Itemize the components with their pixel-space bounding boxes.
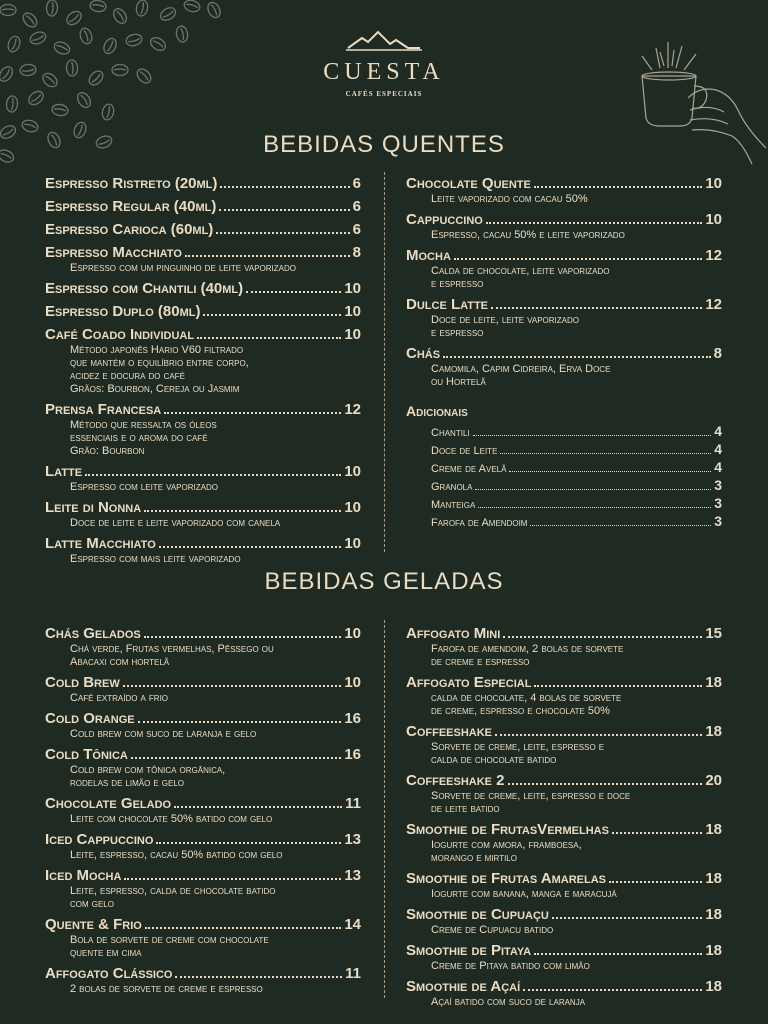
menu-item (45, 498, 361, 530)
extras-item (406, 423, 722, 441)
item-description: Camomila, Capim Cidreira, Erva Doce (431, 363, 611, 375)
dot-leader (508, 783, 703, 785)
menu-item-row (45, 302, 361, 321)
item-price: 18 (705, 674, 722, 691)
menu-item-row (45, 915, 361, 934)
item-price: 13 (344, 867, 361, 884)
menu-item-row (406, 820, 722, 839)
dot-leader (138, 721, 342, 723)
item-name: Cold Tônica (45, 746, 128, 763)
menu-item (45, 197, 361, 216)
dot-leader (534, 685, 702, 687)
item-description: Sorvete de creme, leite, espresso e (431, 741, 605, 753)
brand-name: CUESTA (323, 59, 445, 85)
item-description: 2 bolas de sorvete de creme e espresso (70, 983, 263, 995)
menu-item (45, 220, 361, 239)
item-price: 10 (344, 303, 361, 320)
item-price: 10 (344, 280, 361, 297)
item-name: Espresso Ristreto (20ml) (45, 175, 218, 192)
dot-leader (175, 976, 342, 978)
item-description: que mantém o equilíbrio entre corpo, (70, 357, 249, 369)
item-name: Chás Gelados (45, 625, 141, 642)
dot-leader (216, 232, 349, 234)
menu-item-row (406, 905, 722, 924)
menu-item (45, 534, 361, 566)
item-name: Coffeeshake 2 (406, 772, 505, 789)
dot-leader (159, 546, 342, 548)
menu-item (45, 243, 361, 275)
dot-leader (534, 186, 702, 188)
menu-item-row (406, 210, 722, 229)
item-name: Mocha (406, 247, 451, 264)
menu-item-row (406, 977, 722, 996)
item-description: Creme de Pitaya batido com limão (431, 960, 590, 972)
item-name: Quente & Frio (45, 916, 142, 933)
item-name: Latte Macchiato (45, 535, 156, 552)
menu-item (406, 210, 722, 242)
extras-item-name: Farofa de Amendoim (431, 517, 528, 529)
item-description: Cold brew com tônica orgânica, (70, 764, 226, 776)
menu-item-row (406, 771, 722, 790)
item-price: 18 (705, 821, 722, 838)
item-description: e espresso (431, 327, 484, 339)
dot-leader (523, 989, 702, 991)
menu-item (45, 673, 361, 705)
dot-leader (174, 806, 342, 808)
dot-leader (503, 636, 702, 638)
item-description: Espresso, cacau 50% e leite vaporizado (431, 229, 625, 241)
dot-leader (145, 927, 341, 929)
extras-item (406, 459, 722, 477)
menu-item (45, 964, 361, 996)
dot-leader (246, 291, 341, 293)
item-price: 6 (352, 221, 361, 238)
dot-leader (85, 474, 341, 476)
menu-item-row (45, 279, 361, 298)
item-description: Café extraído a frio (70, 692, 169, 704)
menu-item-row (406, 941, 722, 960)
cold-left-column (45, 624, 361, 1000)
menu-item (406, 977, 722, 1009)
dot-leader (486, 222, 702, 224)
item-name: Affogato Clássico (45, 965, 173, 982)
extras-section (406, 403, 722, 531)
extras-item-name: Chantili (431, 427, 470, 439)
item-description: Calda de chocolate, leite vaporizado (431, 265, 610, 277)
item-description: Bola de sorvete de creme com chocolate (70, 934, 269, 946)
item-price: 6 (352, 175, 361, 192)
menu-item-row (45, 709, 361, 728)
menu-item (45, 462, 361, 494)
menu-item-row (45, 745, 361, 764)
menu-item (406, 246, 722, 291)
menu-item (45, 279, 361, 298)
menu-item-row (45, 220, 361, 239)
menu-item (406, 295, 722, 340)
menu-item (406, 869, 722, 901)
item-description: Grãos: Bourbon, Cereja ou Jasmim (70, 383, 240, 395)
item-price: 18 (705, 870, 722, 887)
menu-item (406, 820, 722, 865)
menu-item (45, 709, 361, 741)
item-name: Prensa Francesa (45, 401, 162, 418)
item-description: Método japonês Hario V60 filtrado (70, 344, 244, 356)
item-description: rodelas de limão e gelo (70, 777, 185, 789)
menu-item-row (406, 869, 722, 888)
menu-item (45, 915, 361, 960)
mountain-logo-icon (344, 30, 424, 52)
item-description: de creme e espresso (431, 656, 530, 668)
item-price: 8 (352, 244, 361, 261)
item-price: 20 (705, 772, 722, 789)
item-price: 12 (344, 401, 361, 418)
item-price: 10 (344, 625, 361, 642)
item-name: Coffeeshake (406, 723, 493, 740)
menu-item (406, 344, 722, 389)
hot-drinks-title: BEBIDAS QUENTES (263, 131, 505, 158)
menu-item (406, 771, 722, 816)
menu-item (406, 673, 722, 718)
menu-item-row (406, 174, 722, 193)
item-description: ou Hortelã (431, 376, 486, 388)
dot-leader (144, 636, 342, 638)
menu-item (45, 830, 361, 862)
item-name: Café Coado Individual (45, 326, 195, 343)
extras-item (406, 441, 722, 459)
menu-item-row (45, 197, 361, 216)
item-description: Creme de Cupuacu batido (431, 924, 554, 936)
menu-item (45, 400, 361, 458)
dot-leader (197, 337, 341, 339)
menu-item-row (406, 624, 722, 643)
item-price: 12 (705, 296, 722, 313)
item-description: de creme, espresso e chocolate 50% (431, 705, 610, 717)
menu-item-row (406, 246, 722, 265)
extras-item-price: 3 (714, 513, 722, 529)
item-name: Smoothie de FrutasVermelhas (406, 821, 609, 838)
menu-item-row (406, 344, 722, 363)
menu-item (406, 174, 722, 206)
hot-column-divider (384, 172, 385, 552)
menu-item (45, 745, 361, 790)
menu-item-row (406, 673, 722, 692)
menu-item-row (45, 830, 361, 849)
menu-item (45, 794, 361, 826)
extras-item-name: Creme de Avelã (431, 463, 507, 475)
item-name: Chás (406, 345, 441, 362)
menu-item-row (45, 243, 361, 262)
item-price: 11 (345, 965, 361, 982)
item-description: Leite, espresso, cacau 50% batido com gelo (70, 849, 283, 861)
menu-item-row (406, 295, 722, 314)
menu-item (406, 624, 722, 669)
item-description: Doce de leite, leite vaporizado (431, 314, 579, 326)
item-description: Espresso com leite vaporizado (70, 481, 218, 493)
menu-item (45, 302, 361, 321)
cold-right-column (406, 624, 722, 1013)
item-description: Abacaxi com hortelã (70, 656, 170, 668)
dot-leader (612, 832, 702, 834)
item-description: Leite com chocolate 50% batido com gelo (70, 813, 273, 825)
extras-item-price: 4 (714, 441, 722, 457)
extras-title: Adicionais (406, 403, 468, 419)
item-price: 10 (705, 175, 722, 192)
extras-item-price: 3 (714, 495, 722, 511)
item-price: 18 (705, 723, 722, 740)
item-price: 14 (344, 916, 361, 933)
item-price: 11 (345, 795, 361, 812)
menu-item (45, 174, 361, 193)
dot-leader (203, 314, 341, 316)
item-name: Cappuccino (406, 211, 483, 228)
item-name: Affogato Especial (406, 674, 532, 691)
item-price: 13 (344, 831, 361, 848)
item-name: Chocolate Quente (406, 175, 531, 192)
item-description: Leite vaporizado com cacau 50% (431, 193, 588, 205)
item-name: Affogato Mini (406, 625, 501, 642)
item-price: 10 (344, 674, 361, 691)
item-name: Smoothie de Açaí (406, 978, 521, 995)
item-description: Doce de leite e leite vaporizado com canela (70, 517, 281, 529)
dot-leader (534, 953, 702, 955)
item-description: de leite batido (431, 803, 500, 815)
dot-leader (609, 881, 702, 883)
item-description: Grão: Bourbon (70, 445, 145, 457)
dot-leader (156, 842, 341, 844)
item-price: 10 (344, 326, 361, 343)
item-description: morango e mirtilo (431, 852, 517, 864)
brand-logo (0, 30, 768, 98)
item-description: Cold brew com suco de laranja e gelo (70, 728, 257, 740)
item-description: Sorvete de creme, leite, espresso e doce (431, 790, 631, 802)
item-description: Farofa de amendoim, 2 bolas de sorvete (431, 643, 624, 655)
item-price: 18 (705, 906, 722, 923)
dot-leader (454, 258, 702, 260)
item-name: Espresso Duplo (80ml) (45, 303, 201, 320)
dot-leader (478, 507, 711, 508)
item-price: 10 (344, 499, 361, 516)
dot-leader (491, 307, 702, 309)
item-description: Leite, espresso, calda de chocolate batido (70, 885, 276, 897)
dot-leader (131, 757, 341, 759)
dot-leader (144, 510, 341, 512)
extras-item-price: 3 (714, 477, 722, 493)
item-description: com gelo (70, 898, 114, 910)
dot-leader (124, 878, 341, 880)
menu-item-row (45, 673, 361, 692)
dot-leader (530, 525, 711, 526)
menu-item-row (45, 498, 361, 517)
brand-tagline: CAFÉS ESPECIAIS (345, 90, 423, 98)
item-description: acidez e docura do café (70, 370, 185, 382)
item-price: 12 (705, 247, 722, 264)
item-name: Espresso Carioca (60ml) (45, 221, 214, 238)
item-name: Cold Orange (45, 710, 135, 727)
menu-item-row (45, 462, 361, 481)
item-name: Espresso Regular (40ml) (45, 198, 217, 215)
menu-item-row (45, 534, 361, 553)
item-description: Chá verde, Frutas vermelhas, Pêssego ou (70, 643, 274, 655)
item-description: Espresso com um pinguinho de leite vaporizado (70, 262, 296, 274)
dot-leader (219, 209, 349, 211)
item-price: 10 (344, 535, 361, 552)
menu-item (45, 866, 361, 911)
item-description: e espresso (431, 278, 484, 290)
menu-item-row (45, 794, 361, 813)
item-price: 15 (705, 625, 722, 642)
item-price: 6 (352, 198, 361, 215)
dot-leader (164, 412, 341, 414)
dot-leader (552, 917, 702, 919)
menu-item-row (45, 400, 361, 419)
item-price: 18 (705, 978, 722, 995)
menu-item-row (45, 964, 361, 983)
dot-leader (473, 435, 712, 436)
item-name: Iced Mocha (45, 867, 122, 884)
item-name: Iced Cappuccino (45, 831, 154, 848)
hot-left-column (45, 174, 361, 570)
menu-item (406, 722, 722, 767)
item-name: Espresso Macchiato (45, 244, 182, 261)
item-description: quente em cima (70, 947, 142, 959)
item-description: calda de chocolate, 4 bolas de sorvete (431, 692, 622, 704)
item-description: Açaí batido com suco de laranja (431, 996, 586, 1008)
item-name: Smoothie de Cupuaçu (406, 906, 549, 923)
menu-item-row (406, 722, 722, 741)
extras-item-price: 4 (714, 459, 722, 475)
dot-leader (123, 685, 342, 687)
dot-leader (509, 471, 711, 472)
extras-item-name: Manteiga (431, 499, 476, 511)
hot-right-column (406, 174, 722, 531)
item-name: Dulce Latte (406, 296, 489, 313)
item-price: 16 (344, 746, 361, 763)
extras-item (406, 495, 722, 513)
item-description: Espresso com mais leite vaporizado (70, 553, 241, 565)
dot-leader (185, 255, 350, 257)
item-name: Leite di Nonna (45, 499, 142, 516)
dot-leader (220, 186, 349, 188)
item-description: calda de chocolate batido (431, 754, 557, 766)
dot-leader (495, 734, 702, 736)
cold-column-divider (384, 620, 385, 998)
menu-item (45, 624, 361, 669)
extras-item (406, 477, 722, 495)
menu-item (45, 325, 361, 396)
item-description: Iogurte com amora, framboesa, (431, 839, 582, 851)
menu-item (406, 905, 722, 937)
item-price: 10 (705, 211, 722, 228)
item-name: Chocolate Gelado (45, 795, 172, 812)
item-description: Iogurte com banana, manga e maracujá (431, 888, 617, 900)
extras-item-name: Granola (431, 481, 473, 493)
item-name: Latte (45, 463, 83, 480)
extras-item (406, 513, 722, 531)
dot-leader (443, 356, 711, 358)
cold-drinks-title: BEBIDAS GELADAS (264, 568, 504, 595)
item-name: Cold Brew (45, 674, 120, 691)
item-price: 16 (344, 710, 361, 727)
extras-item-price: 4 (714, 423, 722, 439)
menu-item-row (45, 624, 361, 643)
item-price: 8 (713, 345, 722, 362)
extras-item-name: Doce de Leite (431, 445, 498, 457)
item-price: 10 (344, 463, 361, 480)
item-name: Espresso com Chantili (40ml) (45, 280, 244, 297)
menu-item-row (45, 866, 361, 885)
item-description: Método que ressalta os óleos (70, 419, 217, 431)
item-name: Smoothie de Frutas Amarelas (406, 870, 607, 887)
item-name: Smoothie de Pitaya (406, 942, 532, 959)
menu-item-row (45, 174, 361, 193)
item-price: 18 (705, 942, 722, 959)
menu-item (406, 941, 722, 973)
dot-leader (500, 453, 711, 454)
menu-item-row (45, 325, 361, 344)
dot-leader (475, 489, 711, 490)
item-description: essenciais e o aroma do café (70, 432, 208, 444)
